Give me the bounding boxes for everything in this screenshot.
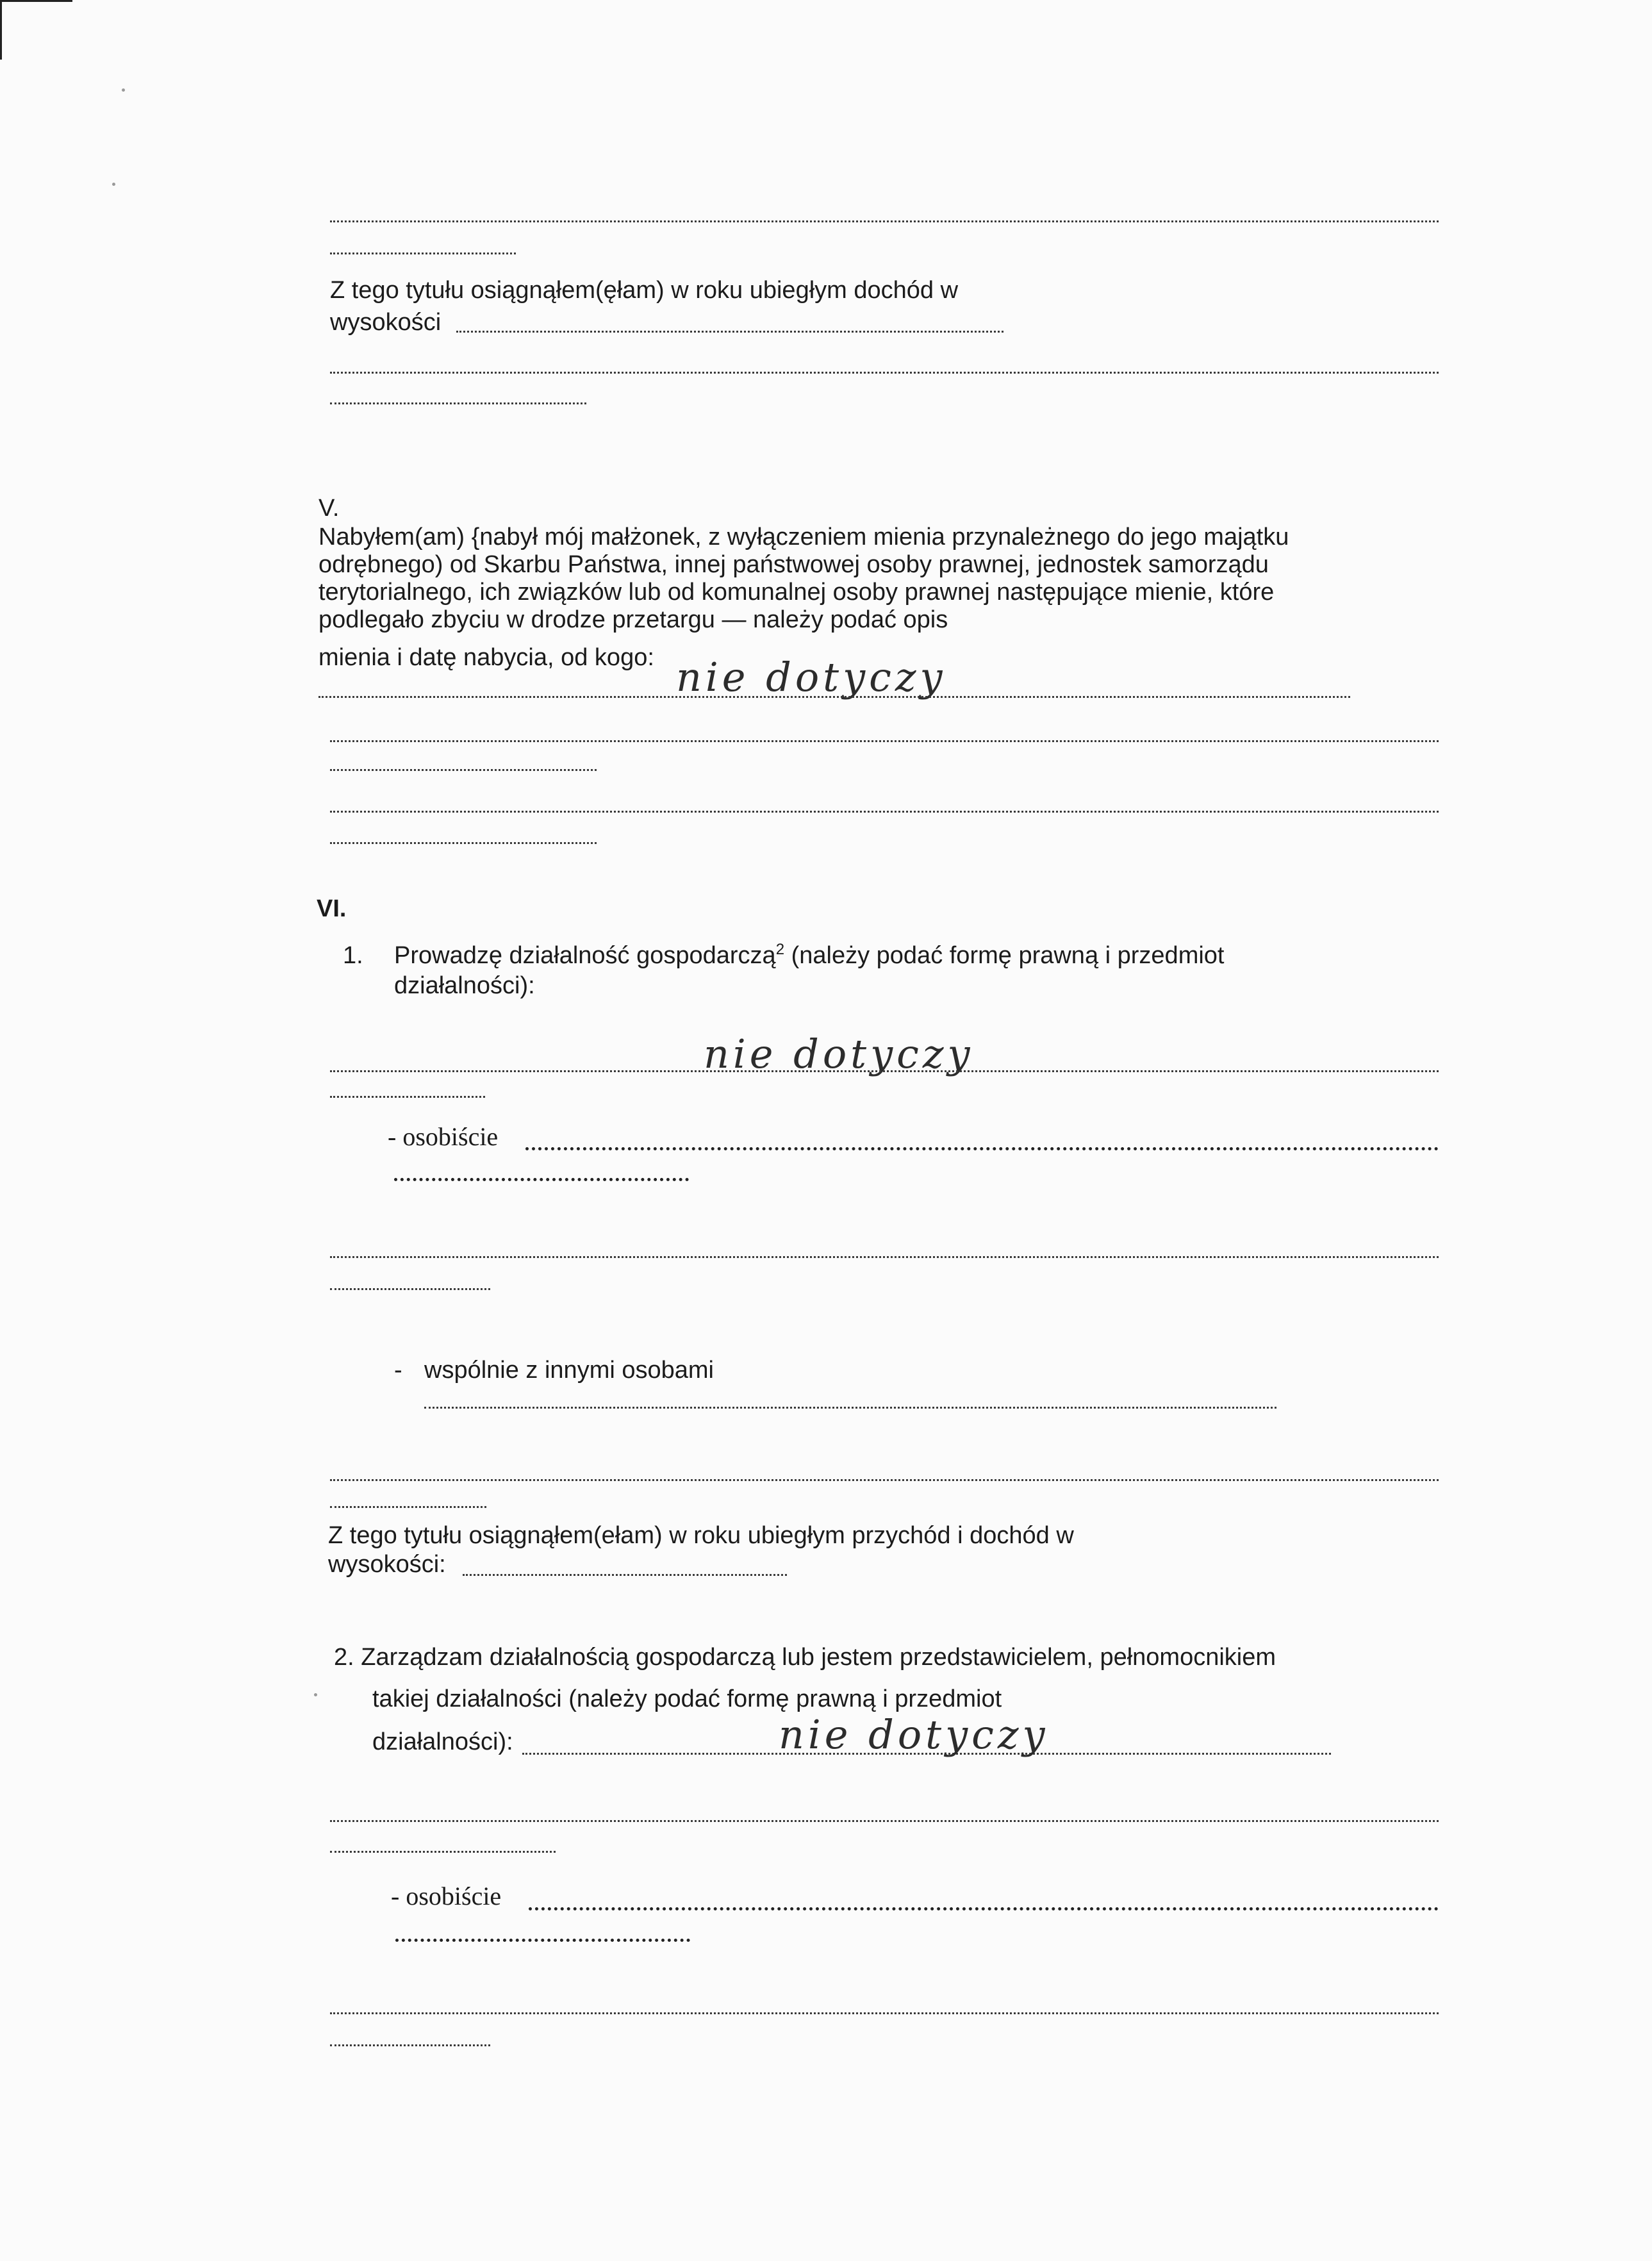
section-v-paragraph-line: odrębnego) od Skarbu Państwa, innej państwowej osoby prawnej, jednostek samorządu xyxy=(318,551,1269,578)
item2-line3: działalności): xyxy=(372,1728,513,1755)
personally-fill-line xyxy=(525,1147,1439,1150)
fill-line xyxy=(330,402,586,404)
fill-line xyxy=(330,1820,1439,1822)
item1-line1-tail: (należy podać formę prawną i przedmiot xyxy=(784,942,1225,969)
answer-fill-line xyxy=(318,696,1350,698)
fill-line xyxy=(330,1479,1439,1481)
item-number: 1. xyxy=(343,942,363,969)
income-statement: Z tego tytułu osiągnąłem(ęłam) w roku ubiegłym dochód w xyxy=(330,277,959,304)
fill-line xyxy=(394,1178,689,1181)
fill-line xyxy=(330,253,516,254)
fill-line xyxy=(330,1506,486,1508)
fill-line xyxy=(330,2012,1439,2014)
personally-label: - osobiście xyxy=(388,1122,499,1151)
section-v-paragraph-line: terytorialnego, ich związków lub od komunalnej osoby prawnej następujące mienie, które xyxy=(318,579,1275,606)
fill-line xyxy=(330,842,597,844)
section-v-heading: V. xyxy=(318,495,340,522)
fill-line xyxy=(330,811,1439,813)
handwritten-answer: nie dotyczy xyxy=(676,654,946,700)
scan-corner-mark xyxy=(0,0,72,60)
fill-line xyxy=(330,1096,485,1098)
handwritten-answer: nie dotyczy xyxy=(779,1711,1049,1758)
fill-line xyxy=(330,220,1439,222)
item2-line1: 2. Zarządzam działalnością gospodarczą lub jestem przedstawicielem, pełnomocnikiem xyxy=(334,1644,1276,1671)
section-v-paragraph-line: podlegało zbyciu w drodze przetargu — należy podać opis xyxy=(318,606,948,633)
amount-fill-line xyxy=(463,1574,787,1576)
jointly-dash: - xyxy=(394,1357,402,1384)
scan-speck xyxy=(122,88,125,92)
item2-line2: takiej działalności (należy podać formę prawną i przedmiot xyxy=(372,1685,1002,1712)
income-statement: Z tego tytułu osiągnąłem(ełam) w roku ubiegłym przychód i dochód w xyxy=(328,1522,1074,1549)
fill-line xyxy=(395,1939,690,1942)
item1-line2: działalności): xyxy=(394,972,535,999)
personally-label: - osobiście xyxy=(391,1882,502,1910)
scan-speck xyxy=(314,1693,317,1696)
jointly-label: wspólnie z innymi osobami xyxy=(424,1357,714,1384)
handwritten-answer: nie dotyczy xyxy=(704,1031,974,1077)
fill-line xyxy=(330,1851,556,1853)
amount-fill-line xyxy=(456,331,1004,333)
footnote-marker: 2 xyxy=(775,941,785,958)
item1-line1 xyxy=(394,941,1224,970)
fill-line xyxy=(330,740,1439,742)
fill-line xyxy=(330,769,597,771)
section-v-last-line: mienia i datę nabycia, od kogo: xyxy=(318,644,654,671)
section-vi-heading: VI. xyxy=(317,895,347,922)
fill-line xyxy=(330,2044,490,2046)
fill-line xyxy=(330,372,1439,374)
amount-label: wysokości xyxy=(330,309,442,336)
personally-fill-line xyxy=(529,1907,1439,1910)
item1-line1-text: Prowadzę działalność gospodarczą xyxy=(394,942,776,969)
amount-label: wysokości: xyxy=(328,1551,446,1578)
section-v-paragraph-line: Nabyłem(am) {nabył mój małżonek, z wyłączeniem mienia przynależnego do jego majątku xyxy=(318,524,1289,551)
fill-line xyxy=(330,1288,490,1290)
answer-fill-line xyxy=(330,1070,1439,1072)
jointly-fill-line xyxy=(424,1407,1276,1409)
scan-speck xyxy=(112,183,115,186)
fill-line xyxy=(330,1256,1439,1258)
